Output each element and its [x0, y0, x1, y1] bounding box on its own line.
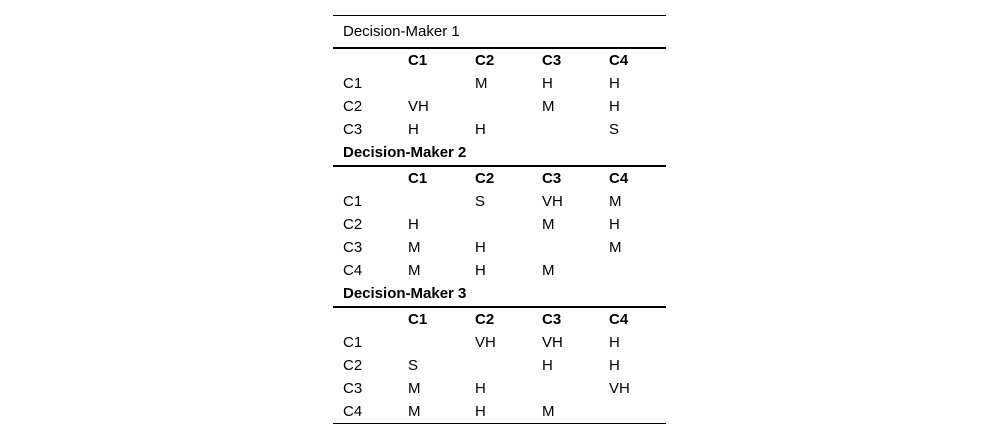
table-cell: VH — [542, 334, 563, 351]
table-cell: H — [408, 121, 419, 138]
table-cell: S — [609, 121, 620, 138]
table-row — [333, 95, 666, 118]
table-cell: VH — [609, 380, 630, 397]
column-header — [333, 48, 408, 72]
table-cell: H — [609, 75, 620, 92]
table-cell: M — [475, 75, 488, 92]
table-cell: M — [542, 216, 555, 233]
table-cell — [475, 213, 542, 236]
decision-maker-title: Decision-Maker 2 — [333, 141, 666, 166]
decision-maker-title: Decision-Maker 3 — [333, 282, 666, 307]
table-cell — [542, 377, 609, 400]
table-cell: M — [408, 400, 475, 424]
column-header: C2 — [475, 311, 495, 328]
table-cell — [542, 236, 609, 259]
table-cell: H — [475, 400, 542, 424]
column-header: C1 — [408, 311, 428, 328]
table-cell: H — [475, 262, 486, 279]
table-row — [333, 72, 666, 95]
table-cell: S — [408, 357, 419, 374]
row-label: C2 — [343, 357, 363, 374]
table-cell — [408, 190, 475, 213]
table-cell: H — [609, 334, 620, 351]
table-cell — [408, 72, 475, 95]
row-label: C4 — [333, 400, 408, 424]
table-cell: H — [408, 216, 419, 233]
column-header: C4 — [609, 170, 629, 187]
table-cell — [475, 95, 542, 118]
row-label: C3 — [343, 121, 363, 138]
table-cell: M — [408, 262, 421, 279]
table-cell — [542, 118, 609, 141]
table-row — [333, 213, 666, 236]
table-row — [333, 236, 666, 259]
column-header: C4 — [609, 52, 629, 69]
row-label: C2 — [343, 98, 363, 115]
column-header: C1 — [408, 170, 428, 187]
table-cell: M — [542, 262, 555, 279]
row-label: C3 — [343, 380, 363, 397]
row-label: C2 — [343, 216, 363, 233]
table-cell: H — [609, 98, 620, 115]
table-row — [333, 118, 666, 141]
table-cell: M — [609, 193, 622, 210]
column-header: C3 — [542, 170, 562, 187]
table-cell: M — [542, 98, 555, 115]
table-row — [333, 400, 666, 424]
table-cell: H — [475, 121, 486, 138]
column-header: C1 — [408, 52, 428, 69]
table-cell — [609, 259, 666, 282]
table-cell: H — [609, 357, 620, 374]
column-header — [333, 166, 408, 190]
column-header-row — [333, 166, 666, 190]
table-cell: H — [542, 357, 553, 374]
decision-maker-title-row — [333, 282, 666, 307]
decision-maker-comparison-table — [333, 15, 666, 424]
table-cell — [475, 354, 542, 377]
table-cell: H — [475, 239, 486, 256]
table-cell: M — [408, 239, 421, 256]
column-header: C2 — [475, 52, 495, 69]
row-label: C1 — [343, 75, 363, 92]
table-row — [333, 259, 666, 282]
table-cell: H — [475, 380, 486, 397]
column-header: C2 — [475, 170, 495, 187]
table-cell: VH — [542, 193, 563, 210]
column-header-row — [333, 48, 666, 72]
table-cell: M — [542, 400, 609, 424]
row-label: C1 — [343, 334, 363, 351]
decision-maker-title-row — [333, 141, 666, 166]
table-cell: H — [542, 75, 553, 92]
table-cell: M — [408, 380, 421, 397]
row-label: C1 — [343, 193, 363, 210]
table-cell: H — [609, 216, 620, 233]
table-cell — [408, 331, 475, 354]
table-cell: VH — [475, 334, 496, 351]
table-cell: VH — [408, 98, 429, 115]
column-header: C4 — [609, 311, 629, 328]
table-row — [333, 377, 666, 400]
table-row — [333, 331, 666, 354]
column-header: C3 — [542, 311, 562, 328]
column-header — [333, 307, 408, 331]
decision-maker-title-row — [333, 16, 666, 49]
row-label: C4 — [343, 262, 363, 279]
column-header: C3 — [542, 52, 562, 69]
table-body — [333, 16, 666, 424]
row-label: C3 — [343, 239, 363, 256]
table-cell: S — [475, 193, 486, 210]
column-header-row — [333, 307, 666, 331]
decision-maker-title: Decision-Maker 1 — [333, 16, 666, 49]
table-row — [333, 190, 666, 213]
table-row — [333, 354, 666, 377]
table-cell — [609, 400, 666, 424]
table-cell: M — [609, 239, 622, 256]
